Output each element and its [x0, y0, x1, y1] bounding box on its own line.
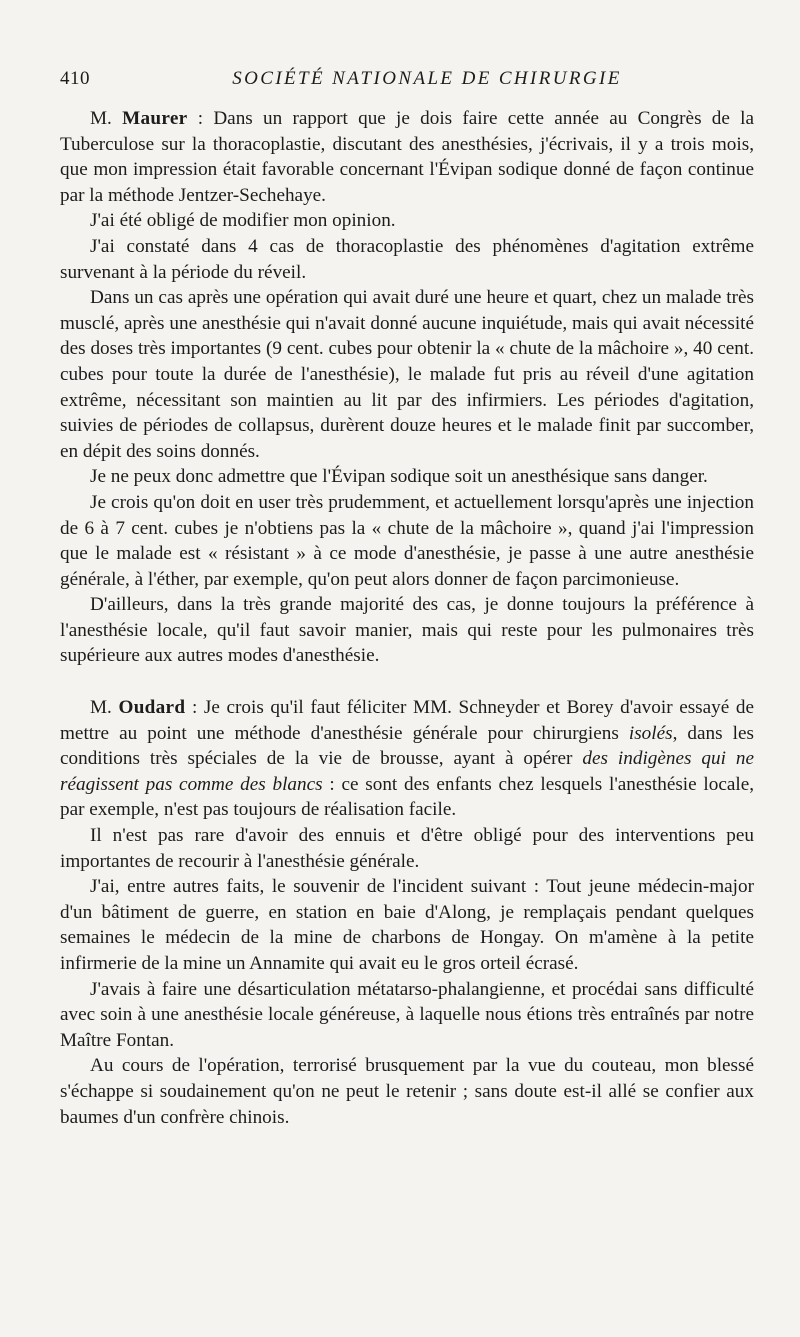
paragraph-text: : Dans un rapport que je dois faire cette année au Congrès de la Tuberculose sur la thoracoplastie, discutant des anesthésies, j'écrivais, il y a trois mois, que mon impression était favorable concernant l'Évipan sodique donné de façon continue par la méthode Jentzer-Sechehaye.: [60, 108, 754, 206]
paragraph: J'avais à faire une désarticulation métatarso-phalangienne, et procédai sans difficulté avec soin à une anesthésie locale généreuse, à laquelle nous étions très entraînés par notre Maître Fontan.: [60, 978, 754, 1051]
paragraph-text: : ce sont des enfants chez lesquels l'anesthésie locale, par exemple, n'est pas toujours de réalisation facile.: [60, 773, 755, 821]
paragraph: J'ai constaté dans 4 cas de thoracoplastie des phénomènes d'agitation extrême survenant à la période du réveil.: [60, 235, 754, 283]
paragraph-oudard-intro: [60, 695, 754, 823]
paragraph-text: : Je crois qu'il faut féliciter MM. Schneyder et Borey d'avoir essayé de mettre au point une méthode d'anesthésie générale pour chirurgiens: [60, 697, 754, 744]
page-number: 410: [60, 68, 90, 89]
paragraph: J'ai, entre autres faits, le souvenir de l'incident suivant : Tout jeune médecin-major d'un bâtiment de guerre, en station en baie d'Along, je remplaçais pendant quelques semaines le médecin de la mine de charbons de Hongay. On m'amène à la petite infirmerie de la mine un Annamite qui avait eu le gros orteil écrasé.: [60, 876, 754, 974]
speaker-name-oudard: Oudard: [118, 697, 186, 719]
running-title: SOCIÉTÉ NATIONALE DE CHIRURGIE: [232, 68, 622, 89]
paragraph: D'ailleurs, dans la très grande majorité des cas, je donne toujours la préférence à l'anesthésie locale, qu'il faut savoir manier, mais qui reste pour les pulmonaires très supérieure aux autres modes d'anesthésie.: [60, 594, 754, 667]
body-text: [60, 106, 754, 1130]
paragraph: J'ai été obligé de modifier mon opinion.: [90, 210, 396, 232]
speaker-prefix: M.: [90, 108, 123, 129]
italic-text: isolés: [628, 722, 673, 744]
page-header: [60, 68, 754, 96]
paragraph-text: , dans les conditions très spéciales de la vie de brousse, ayant à opérer: [60, 722, 754, 770]
paragraph-maurer-intro: [60, 106, 754, 208]
paragraph: Au cours de l'opération, terrorisé brusquement par la vue du couteau, mon blessé s'échappe si soudainement qu'on ne peut le retenir ; sans doute est-il allé se confier aux baumes d'un confrère chinois.: [60, 1055, 754, 1128]
paragraph: Dans un cas après une opération qui avait duré une heure et quart, chez un malade très musclé, après une anesthésie qui n'avait donné aucune inquiétude, mais qui avait nécessité des doses très importantes (9 cent. cubes pour obtenir la « chute de la mâchoire », 40 cent. cubes pour toute la durée de l'anesthésie), le malade fut pris au réveil d'une agitation extrême, nécessitant son maintien au lit par des infirmiers. Les périodes d'agitation, suivies de périodes de collapsus, durèrent douze heures et le malade finit par succomber, en dépit des soins donnés.: [60, 287, 754, 462]
paragraph: Je ne peux donc admettre que l'Évipan sodique soit un anesthésique sans danger.: [90, 466, 708, 488]
paragraph: Il n'est pas rare d'avoir des ennuis et d'être obligé pour des interventions peu importantes de recourir à l'anesthésie générale.: [60, 825, 754, 872]
italic-text: des indigènes qui ne réagissent pas comme des blancs: [60, 748, 754, 795]
speaker-name-maurer: Maurer: [122, 108, 188, 129]
paragraph: Je crois qu'on doit en user très prudemment, et actuellement lorsqu'après une injection de 6 à 7 cent. cubes je n'obtiens pas la « chute de la mâchoire », quand j'ai l'impression que le malade est « résistant » à ce mode d'anesthésie, je passe à une autre anesthésie générale, à l'éther, par exemple, qu'on peut alors donner de façon parcimonieuse.: [60, 491, 754, 590]
section-gap: [60, 669, 754, 695]
speaker-prefix: M.: [90, 697, 119, 719]
